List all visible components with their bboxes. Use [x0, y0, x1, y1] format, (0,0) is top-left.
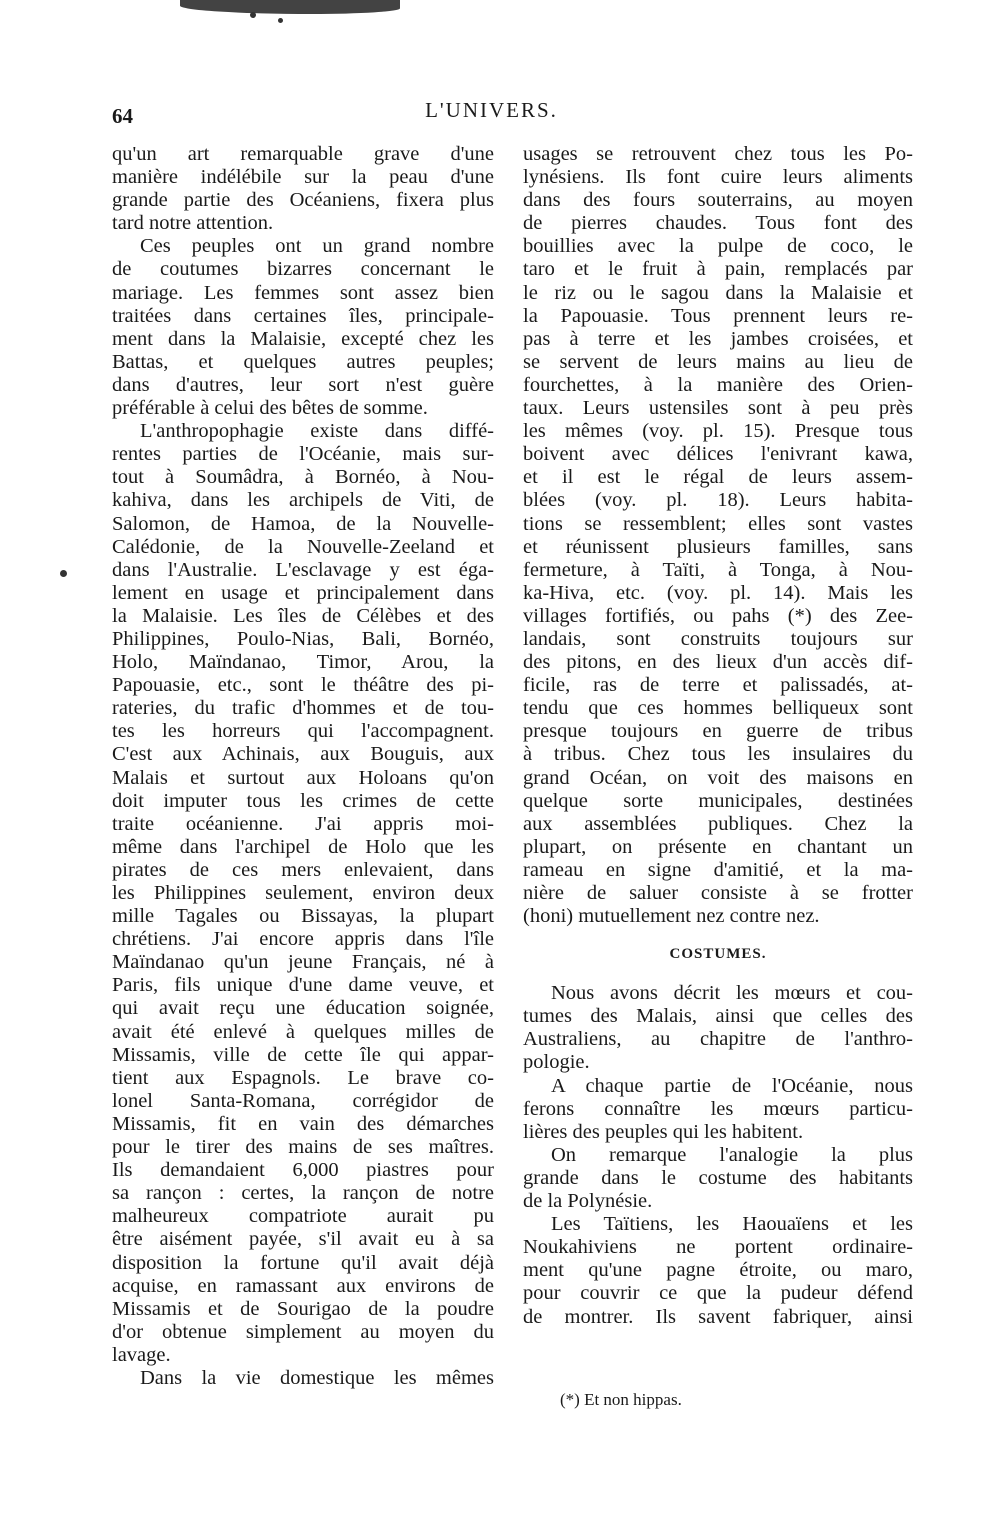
text-line: mariage. Les femmes sont assez bien: [112, 281, 494, 304]
text-line: lavage.: [112, 1343, 171, 1366]
text-line: aux assemblées publiques. Chez la: [523, 812, 913, 835]
text-line: grand Océan, on voit des maisons en: [523, 766, 913, 789]
ink-speck: [60, 570, 67, 577]
text-line: de la Polynésie.: [523, 1190, 653, 1213]
text-line: tout à Soumâdra, à Bornéo, à Nou-: [112, 466, 494, 489]
right-column: [523, 143, 913, 1329]
text-line: Battas, et quelques autres peuples;: [112, 350, 494, 373]
text-line: Dans la vie domestique les mêmes: [140, 1366, 494, 1389]
text-line: pirates de ces mers enlevaient, dans: [112, 858, 494, 881]
text-line: rateries, du trafic d'hommes et de tou-: [112, 697, 494, 720]
text-line: villages fortifiés, ou pahs (*) des Zee-: [523, 604, 913, 627]
text-line: lement en usage et principalement dans: [112, 581, 494, 604]
text-line: usages se retrouvent chez tous les Po-: [523, 143, 913, 165]
text-line: chrétiens. J'ai encore appris dans l'île: [112, 928, 494, 951]
text-line: traite océanienne. J'ai appris moi-: [112, 812, 494, 835]
text-line: boivent avec délices l'enivrant kawa,: [523, 443, 913, 466]
text-line: Australiens, au chapitre de l'anthro-: [523, 1028, 913, 1051]
text-line: C'est aux Achinais, aux Bouguis, aux: [112, 743, 494, 766]
text-line: dans d'autres, leur sort n'est guère: [112, 373, 494, 396]
left-column: [112, 143, 494, 1390]
text-line: (honi) mutuellement nez contre nez.: [523, 905, 820, 928]
text-line: préférable à celui des bêtes de somme.: [112, 397, 428, 420]
text-line: ka-Hiva, etc. (voy. pl. 14). Mais les: [523, 581, 913, 604]
text-line: mille Tagales ou Bissayas, la plupart: [112, 905, 494, 928]
text-line: sa rançon : certes, la rançon de notre: [112, 1182, 494, 1205]
text-line: landais, sont construits toujours sur: [523, 627, 913, 650]
text-line: presque toujours en guerre de tribus: [523, 720, 913, 743]
text-line: être aisément payée, s'il avait eu à sa: [112, 1228, 494, 1251]
text-line: rentes parties de l'Océanie, mais sur-: [112, 443, 494, 466]
text-line: ficile, ras de terre et palissadés, at-: [523, 674, 913, 697]
text-line: dans l'Australie. L'esclavage y est éga-: [112, 558, 494, 581]
text-line: Papouasie, etc., sont le théâtre des pi-: [112, 674, 494, 697]
text-line: acquise, en ramassant aux environs de: [112, 1274, 494, 1297]
text-line: le riz ou le sagou dans la Malaisie et: [523, 281, 913, 304]
text-line: Philippines, Poulo-Nias, Bali, Bornéo,: [112, 627, 494, 650]
text-line: grande partie des Océaniens, fixera plus: [112, 189, 494, 212]
text-line: Maïndanao qu'un jeune Français, né à: [112, 951, 494, 974]
text-line: la Papouasie. Tous prennent leurs re-: [523, 304, 913, 327]
text-line: Les Taïtiens, les Haouaïens et les: [551, 1213, 913, 1236]
text-line: Paris, fils unique d'une dame veuve, et: [112, 974, 494, 997]
text-line: les mêmes (voy. pl. 15). Presque tous: [523, 420, 913, 443]
ink-speck: [250, 12, 256, 18]
text-line: à tribus. Chez tous les insulaires du: [523, 743, 913, 766]
text-line: rameau en signe d'amitié, et la ma-: [523, 858, 913, 881]
text-line: pas à terre et les jambes croisées, et: [523, 327, 913, 350]
text-line: blées (voy. pl. 18). Leurs habita-: [523, 489, 913, 512]
text-line: bouillies avec la pulpe de coco, le: [523, 235, 913, 258]
ink-smudge: [180, 0, 400, 14]
text-line: kahiva, dans les archipels de Viti, de: [112, 489, 494, 512]
text-line: Ces peuples ont un grand nombre: [140, 235, 494, 258]
text-line: même dans l'archipel de Holo que les: [112, 835, 494, 858]
text-line: et il est le régal de leurs assem-: [523, 466, 913, 489]
text-line: fourchettes, à la manière des Orien-: [523, 373, 913, 396]
text-line: des pitons, en des lieux d'un accès dif-: [523, 651, 913, 674]
text-line: A chaque partie de l'Océanie, nous: [551, 1074, 913, 1097]
text-line: On remarque l'analogie la plus: [551, 1143, 913, 1166]
text-line: taro et le fruit à pain, remplacés par: [523, 258, 913, 281]
footnote: (*) Et non hippas.: [560, 1390, 682, 1409]
text-line: malheureux compatriote aurait pu: [112, 1205, 494, 1228]
text-line: pour couvrir ce que la pudeur défend: [523, 1282, 913, 1305]
text-line: Calédonie, de la Nouvelle-Zeeland et: [112, 535, 494, 558]
text-line: Holo, Maïndanao, Timor, Arou, la: [112, 651, 494, 674]
text-line: d'or obtenue simplement au moyen du: [112, 1320, 494, 1343]
text-line: de coutumes bizarres concernant le: [112, 258, 494, 281]
text-line: taux. Leurs ustensiles sont à peu près: [523, 397, 913, 420]
text-line: quelque sorte municipales, destinées: [523, 789, 913, 812]
text-line: de montrer. Ils savent fabriquer, ainsi: [523, 1305, 913, 1328]
text-line: L'anthropophagie existe dans diffé-: [140, 420, 494, 443]
text-line: fermeture, à Taïti, à Tonga, à Nou-: [523, 558, 913, 581]
text-line: se servent de leurs mains au lieu de: [523, 350, 913, 373]
right-column-top-text: [523, 143, 913, 928]
text-line: de pierres chaudes. Tous font des: [523, 212, 913, 235]
running-title: L'UNIVERS.: [425, 98, 558, 122]
text-line: Missamis, ville de cette île qui appar-: [112, 1043, 494, 1066]
text-line: Missamis, fit en vain des démarches: [112, 1112, 494, 1135]
text-line: tes les horreurs qui l'accompagnent.: [112, 720, 494, 743]
text-line: tard notre attention.: [112, 212, 274, 235]
right-column-bottom-text: [523, 982, 913, 1328]
text-line: dans des fours souterrains, au moyen: [523, 189, 913, 212]
text-line: traitées dans certaines îles, principale-: [112, 304, 494, 327]
text-line: doit imputer tous les crimes de cette: [112, 789, 494, 812]
text-line: Noukahiviens ne portent ordinaire-: [523, 1236, 913, 1259]
text-line: ment dans la Malaisie, excepté chez les: [112, 327, 494, 350]
text-line: plupart, on présente en chantant un: [523, 835, 913, 858]
text-line: Malais et surtout aux Holoans qu'on: [112, 766, 494, 789]
text-line: qui avait reçu une éducation soignée,: [112, 997, 494, 1020]
ink-speck: [278, 18, 283, 23]
text-line: tendu que ces hommes belliqueux sont: [523, 697, 913, 720]
text-line: nière de saluer consiste à se frotter: [523, 882, 913, 904]
text-line: ment qu'une pagne étroite, ou maro,: [523, 1259, 913, 1282]
text-line: lynésiens. Ils font cuire leurs aliments: [523, 166, 913, 189]
text-line: pour le tirer des mains de ses maîtres.: [112, 1136, 494, 1159]
text-line: tumes des Malais, ainsi que celles des: [523, 1005, 913, 1028]
text-line: pologie.: [523, 1051, 590, 1074]
text-line: ferons connaître les mœurs particu-: [523, 1097, 913, 1120]
text-line: la Malaisie. Les îles de Célèbes et des: [112, 604, 494, 627]
text-line: avait été enlevé à quelques milles de: [112, 1020, 494, 1043]
text-line: Missamis et de Sourigao de la poudre: [112, 1297, 494, 1320]
text-line: Ils demandaient 6,000 piastres pour: [112, 1159, 494, 1182]
text-line: lonel Santa-Romana, corrégidor de: [112, 1089, 494, 1112]
text-line: grande dans le costume des habitants: [523, 1166, 913, 1189]
text-line: Nous avons décrit les mœurs et cou-: [551, 982, 913, 1005]
text-line: disposition la fortune qu'il avait déjà: [112, 1251, 494, 1274]
section-heading: COSTUMES.: [669, 946, 767, 963]
text-line: tions se ressemblent; elles sont vastes: [523, 512, 913, 535]
text-line: qu'un art remarquable grave d'une: [112, 143, 494, 165]
text-line: lières des peuples qui les habitent.: [523, 1120, 804, 1143]
text-line: les Philippines seulement, environ deux: [112, 882, 494, 904]
text-line: manière indélébile sur la peau d'une: [112, 166, 494, 189]
text-line: et réunissent plusieurs familles, sans: [523, 535, 913, 558]
text-line: Salomon, de Hamoa, de la Nouvelle-: [112, 512, 494, 535]
page-number: 64: [112, 104, 133, 128]
text-line: tient aux Espagnols. Le brave co-: [112, 1066, 494, 1089]
